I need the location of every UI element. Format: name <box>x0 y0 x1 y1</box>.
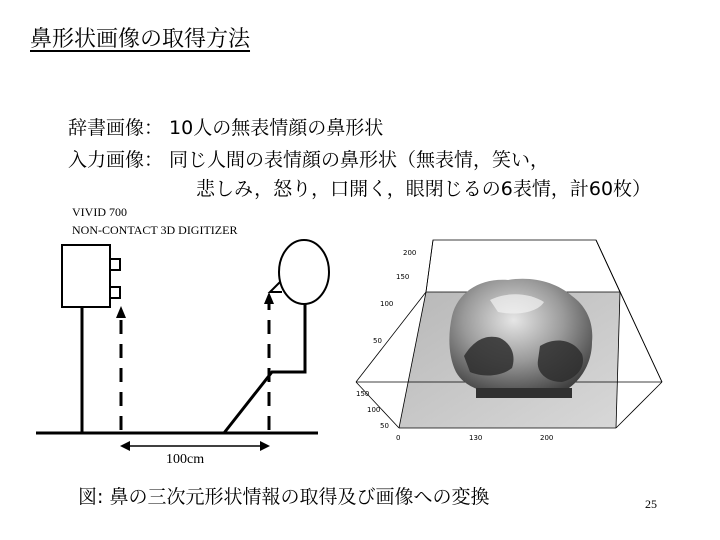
scanner-body <box>62 245 110 307</box>
subject-height-arrowhead <box>264 292 274 304</box>
device-type-label: NON-CONTACT 3D DIGITIZER <box>72 223 238 237</box>
y-front-tick-label: 150 <box>356 390 370 398</box>
subject-body <box>224 304 305 433</box>
y-front-tick-label: 50 <box>380 422 389 430</box>
nose-3d-plot <box>356 240 662 442</box>
distance-label: 100cm <box>166 452 205 467</box>
slide-title: 鼻形状画像の取得方法 <box>30 27 251 52</box>
distance-arrowhead-right <box>260 441 270 451</box>
input-image-description-continued: 悲しみ，怒り，口開く，眼閉じるの6表情，計60枚） <box>196 178 652 200</box>
y-front-tick-label: 100 <box>367 406 381 414</box>
figure-caption: 図: 鼻の三次元形状情報の取得及び画像への変換 <box>78 486 490 508</box>
x-tick-label: 0 <box>396 434 401 442</box>
y-back-tick-label: 100 <box>380 300 394 308</box>
input-image-description: 入力画像： 同じ人間の表情顔の鼻形状（無表情，笑い， <box>68 149 550 171</box>
scanner-lens-lower <box>110 287 120 298</box>
y-back-tick-label: 200 <box>403 249 417 257</box>
x-tick-label: 200 <box>540 434 554 442</box>
plot-edge <box>616 382 662 428</box>
plot-edge <box>356 382 399 428</box>
scanner-height-arrowhead <box>116 306 126 318</box>
page-number: 25 <box>645 497 657 511</box>
nose-base-shadow <box>476 388 572 398</box>
distance-arrowhead-left <box>120 441 130 451</box>
subject-head <box>279 240 329 304</box>
plot-edge <box>426 240 433 292</box>
dictionary-image-description: 辞書画像： 10人の無表情顔の鼻形状 <box>68 117 384 139</box>
scanner-device <box>62 245 120 432</box>
scanner-lens-upper <box>110 259 120 270</box>
y-back-tick-label: 50 <box>373 337 382 345</box>
device-model-label: VIVID 700 <box>72 205 127 219</box>
y-back-tick-label: 150 <box>396 273 410 281</box>
subject-figure <box>224 240 329 433</box>
x-tick-label: 130 <box>469 434 483 442</box>
